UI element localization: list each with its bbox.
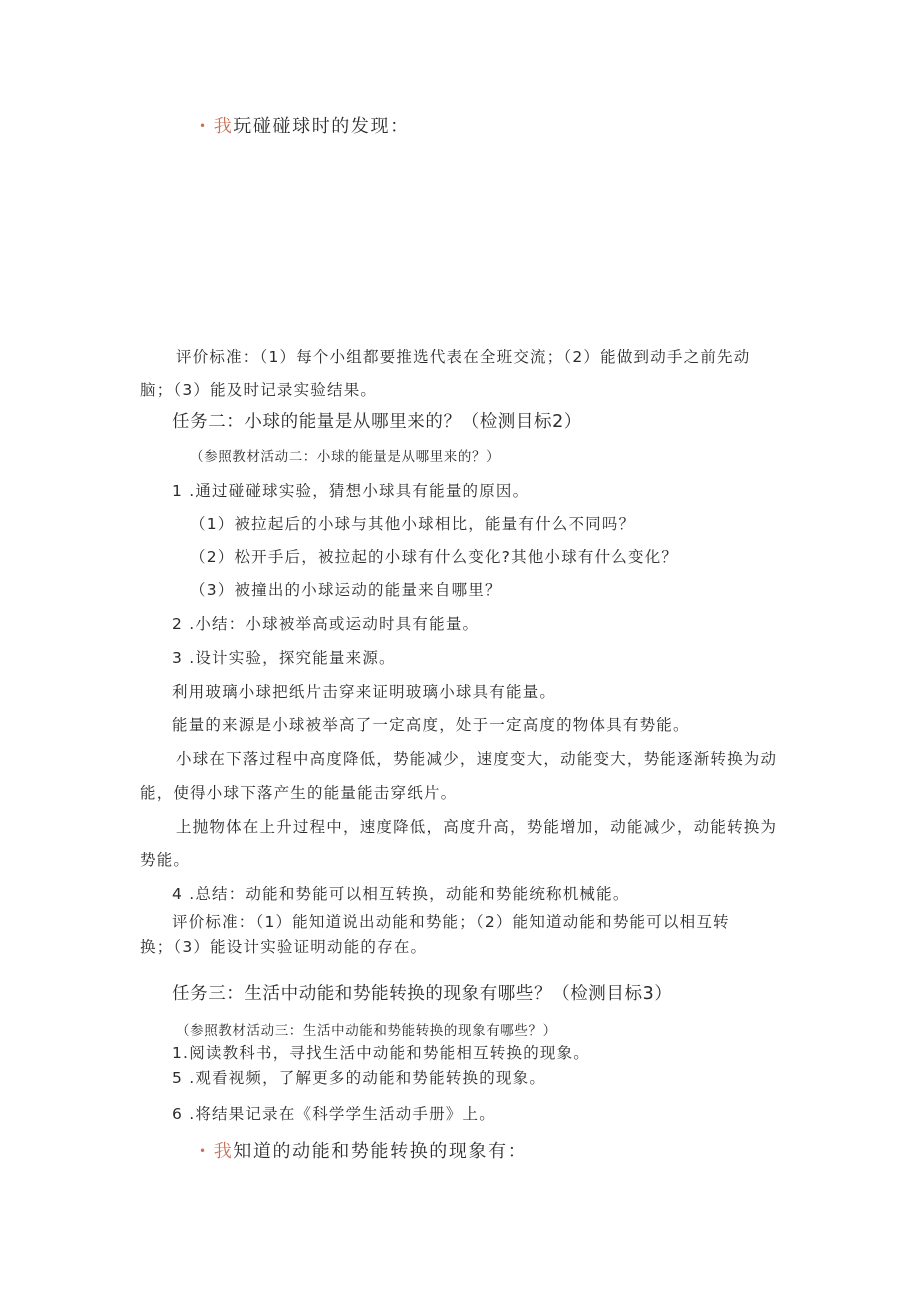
task-2-paragraph-4-line-1: 上抛物体在上升过程中，速度降低，高度升高，势能增加，动能减少，动能转换为	[176, 818, 778, 836]
task-2-step-3: 3 .设计实验，探究能量来源。	[172, 649, 396, 667]
task-2-paragraph-2: 能量的来源是小球被举高了一定高度，处于一定高度的物体具有势能。	[172, 716, 690, 734]
criteria-2-line-1: 评价标准：（1）能知道说出动能和势能；（2）能知道动能和势能可以相互转	[172, 913, 730, 931]
task-3-step-6: 6 .将结果记录在《科学学生活动手册》上。	[172, 1105, 496, 1123]
task-3-step-1: 1.阅读教科书，寻找生活中动能和势能相互转换的现象。	[172, 1044, 590, 1062]
task-3-reference: （参照教材活动三：生活中动能和势能转换的现象有哪些？）	[176, 1023, 557, 1039]
task-2-question-1: （1）被拉起后的小球与其他小球相比，能量有什么不同吗？	[190, 515, 636, 533]
task-2-step-2: 2 .小结：小球被举高或运动时具有能量。	[172, 615, 480, 633]
criteria-1-line-1: 评价标准：（1）每个小组都要推选代表在全班交流；（2）能做到动手之前先动	[176, 348, 751, 366]
task-3-title: 任务三：生活中动能和势能转换的现象有哪些？（检测目标3）	[172, 984, 673, 1004]
task-2-step-1: 1 .通过碰碰球实验，猜想小球具有能量的原因。	[172, 482, 530, 500]
criteria-1-line-2: 脑；（3）能及时记录实验结果。	[140, 381, 378, 399]
heading-text: 知道的动能和势能转换的现象有：	[233, 1141, 528, 1162]
task-2-title: 任务二：小球的能量是从哪里来的？（检测目标2）	[172, 412, 582, 432]
discovery-heading	[199, 116, 410, 137]
task-3-step-5: 5 .观看视频，了解更多的动能和势能转换的现象。	[172, 1069, 547, 1087]
task-2-step-4: 4 .总结：动能和势能可以相互转换，动能和势能统称机械能。	[172, 885, 630, 903]
task-2-question-3: （3）被撞出的小球运动的能量来自哪里？	[190, 581, 502, 599]
task-2-paragraph-3-line-2: 能，使得小球下落产生的能量能击穿纸片。	[140, 784, 458, 802]
bullet-icon: •	[199, 119, 208, 133]
task-2-question-2: （2）松开手后，被拉起的小球有什么变化?其他小球有什么变化？	[190, 548, 679, 566]
task-2-paragraph-1: 利用玻璃小球把纸片击穿来证明玻璃小球具有能量。	[172, 683, 557, 701]
heading-text: 玩碰碰球时的发现：	[233, 116, 410, 137]
known-phenomena-heading	[199, 1141, 527, 1162]
task-2-reference: （参照教材活动二：小球的能量是从哪里来的？）	[190, 449, 501, 465]
task-2-paragraph-4-line-2: 势能。	[140, 851, 191, 869]
criteria-2-line-2: 换；（3）能设计实验证明动能的存在。	[140, 938, 428, 956]
bullet-icon: •	[199, 1144, 208, 1158]
heading-accent-char: 我	[213, 116, 234, 137]
heading-accent-char: 我	[213, 1141, 234, 1162]
task-2-paragraph-3-line-1: 小球在下落过程中高度降低，势能减少，速度变大，动能变大，势能逐渐转换为动	[176, 750, 778, 768]
